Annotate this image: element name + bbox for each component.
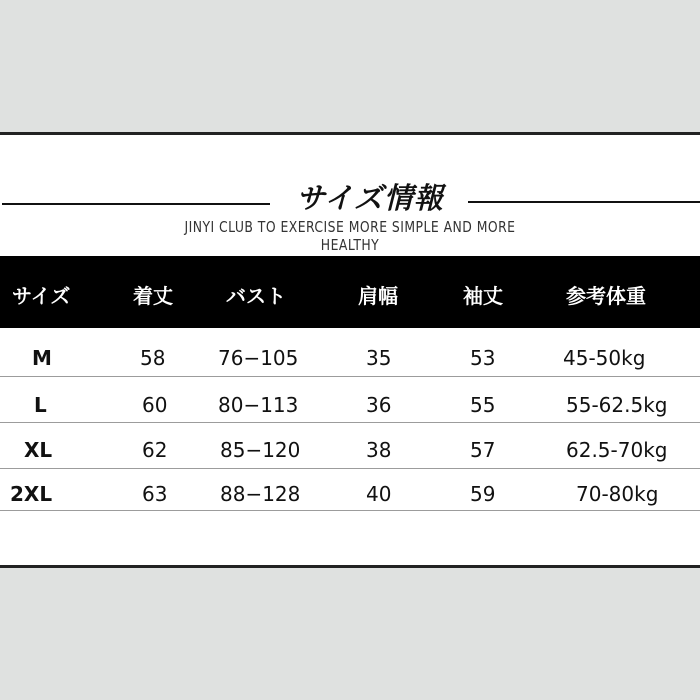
table-cell-bust: 85−120 — [220, 438, 301, 462]
title-rule-right — [468, 201, 700, 203]
title-rule-left — [2, 203, 270, 205]
table-cell-sleeve: 57 — [470, 438, 496, 462]
table-cell-size: 2XL — [10, 482, 53, 506]
header-shoulder: 肩幅 — [358, 284, 398, 308]
table-cell-sleeve: 59 — [470, 482, 496, 506]
table-cell-length: 60 — [142, 393, 168, 417]
table-cell-shoulder: 35 — [366, 346, 392, 370]
table-cell-size: XL — [24, 438, 53, 462]
table-cell-length: 62 — [142, 438, 168, 462]
row-divider — [0, 510, 700, 511]
table-cell-sleeve: 53 — [470, 346, 496, 370]
header-sleeve: 袖丈 — [463, 284, 503, 308]
table-cell-sleeve: 55 — [470, 393, 496, 417]
table-cell-bust: 88−128 — [220, 482, 301, 506]
table-cell-size: M — [32, 346, 52, 370]
table-cell-bust: 80−113 — [218, 393, 299, 417]
header-size: サイズ — [12, 284, 71, 308]
header-length: 着丈 — [133, 284, 173, 308]
table-cell-shoulder: 38 — [366, 438, 392, 462]
table-cell-shoulder: 40 — [366, 482, 392, 506]
header-weight: 参考体重 — [566, 284, 646, 308]
table-cell-bust: 76−105 — [218, 346, 299, 370]
table-cell-shoulder: 36 — [366, 393, 392, 417]
row-divider — [0, 468, 700, 469]
table-cell-weight: 62.5-70kg — [566, 438, 668, 462]
header-bust: バスト — [226, 284, 286, 308]
table-cell-weight: 70-80kg — [576, 482, 659, 506]
table-cell-weight: 55-62.5kg — [566, 393, 668, 417]
table-cell-length: 58 — [140, 346, 166, 370]
table-cell-length: 63 — [142, 482, 168, 506]
table-cell-weight: 45-50kg — [563, 346, 646, 370]
row-divider — [0, 376, 700, 377]
size-chart-title: サイズ情報 — [296, 181, 444, 215]
table-cell-size: L — [34, 393, 47, 417]
brand-slogan: JINYI CLUB TO EXERCISE MORE SIMPLE AND MORE HEALTHY — [184, 218, 516, 254]
row-divider — [0, 422, 700, 423]
